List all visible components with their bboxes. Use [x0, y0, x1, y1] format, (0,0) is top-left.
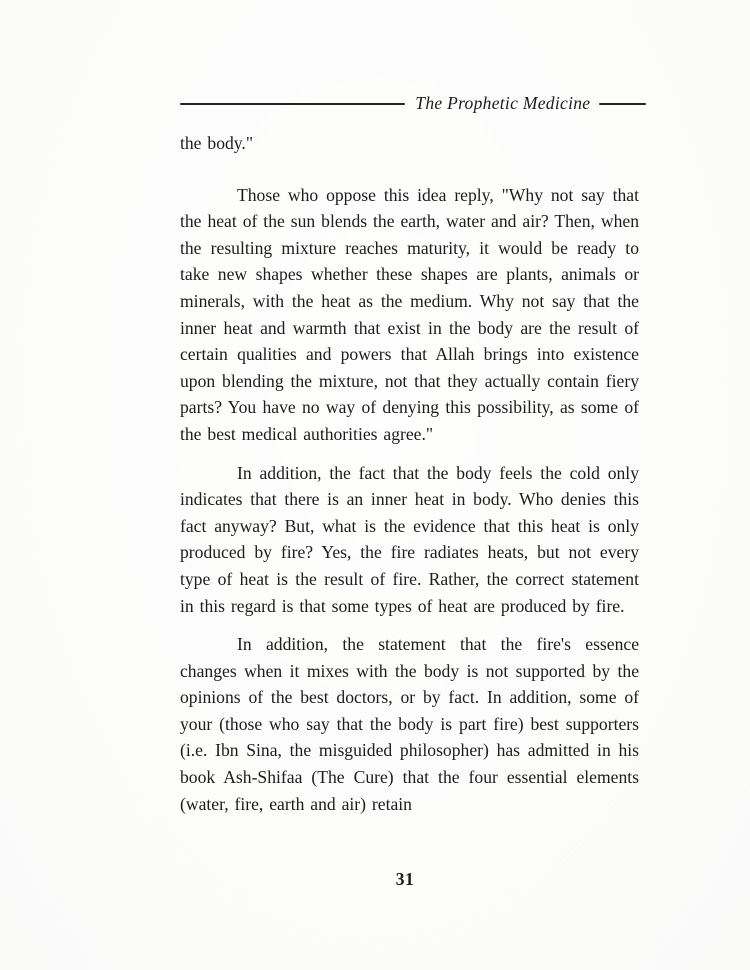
page-header-title: The Prophetic Medicine — [415, 92, 591, 113]
paragraph-1: Those who oppose this idea reply, "Why not say that the heat of the sun blends the earth, water and air? Then, when the resulting mixture reaches maturity, it would be ready to take new shapes whether these shapes are plants, animals or minerals, with the heat as the medium. Why not say that the inner heat and warmth that exist in the body are the result of certain qualities and powers that Allah brings into existence upon blending the mixture, not that they actually contain fiery parts? You have no way of denying this possibility, as some of the best medical authorities agree." — [180, 184, 639, 444]
paragraph-3: In addition, the statement that the fire's essence changes when it mixes with the body is not supported by the opinions of the best doctors, or by fact. In addition, some of your (those who say that the body is part fire) best supporters (i.e. Ibn Sina, the misguided philosopher) has admitted in his book Ash-Shifaa (The Cure) that the four essential elements (water, fire, earth and air) retain — [180, 634, 639, 814]
header-rule-left — [180, 103, 405, 105]
paragraph-2: In addition, the fact that the body feels the cold only indicates that there is an inner heat in body. Who denies this fact anyway? But, what is the evidence that this heat is only produced by fire? Yes, the fire radiates heats, but not every type of heat is the result of fire. Rather, the correct statement in this regard is that some types of heat are produced by fire. — [180, 462, 639, 616]
header-rule-right — [599, 103, 646, 105]
page-number: 31 — [395, 869, 415, 889]
continuation-line: the body." — [180, 133, 254, 153]
body-text-block — [180, 130, 639, 829]
running-header — [180, 92, 646, 114]
